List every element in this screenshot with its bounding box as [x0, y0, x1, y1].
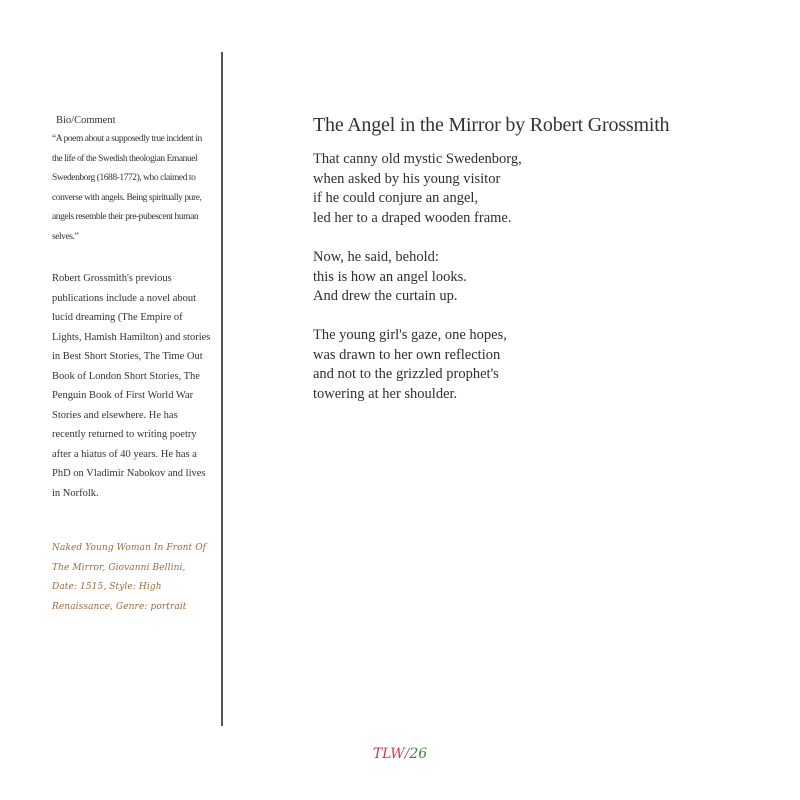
- author-bio-text: Robert Grossmith's previous publications include a novel about lucid dreaming (The Empire of Lights, Hamish Hamilton) and stories in Best Short Stories, The Time Out Book of London Short Stories, The Penguin Book of First World War Stories and elsewhere. He has recently returned to writing poetry after a hiatus of 40 years. He has a PhD on Vladimir Nabokov and lives in Norfolk.: [52, 273, 211, 499]
- poem: [313, 112, 783, 405]
- poem-title: The Angel in the Mirror by Robert Grossmith: [313, 114, 670, 136]
- bio-sidebar: [52, 114, 212, 617]
- folio-separator: /: [404, 746, 410, 762]
- page-folio: [0, 746, 800, 762]
- poem-line: led her to a draped wooden frame.: [313, 210, 512, 227]
- poem-line: towering at her shoulder.: [313, 386, 458, 403]
- poem-line: this is how an angel looks.: [313, 268, 467, 285]
- poem-line: and not to the grizzled prophet's: [313, 366, 499, 383]
- poem-stanza-1: [313, 150, 783, 229]
- author-bio: [52, 269, 212, 503]
- magazine-initials: TLW: [372, 746, 405, 762]
- poem-line: was drawn to her own reflection: [313, 346, 501, 363]
- poem-line: And drew the curtain up.: [313, 288, 458, 305]
- poem-line: if he could conjure an angel,: [313, 190, 479, 207]
- column-divider: [221, 52, 223, 726]
- poem-line: Now, he said, behold:: [313, 248, 439, 265]
- poem-line: when asked by his young visitor: [313, 170, 501, 187]
- bio-heading: Bio/Comment: [56, 115, 116, 126]
- poem-line: The young girl's gaze, one hopes,: [313, 326, 507, 343]
- page-number: 26: [409, 746, 428, 762]
- poem-stanza-3: [313, 326, 783, 405]
- poem-stanza-2: [313, 248, 783, 307]
- bio-comment-quote: “A poem about a supposedly true incident in the life of the Swedish theologian Emanuel Swedenborg (1688-1772), who claimed to converse with angels. Being spiritually pure, angels resemble their pre-pubescent human selves.”: [52, 134, 202, 242]
- poem-line: That canny old mystic Swedenborg,: [313, 151, 522, 167]
- painting-caption: Naked Young Woman In Front Of The Mirror, Giovanni Bellini, Date: 1515, Style: High Renaissance, Genre: portrait: [52, 543, 207, 612]
